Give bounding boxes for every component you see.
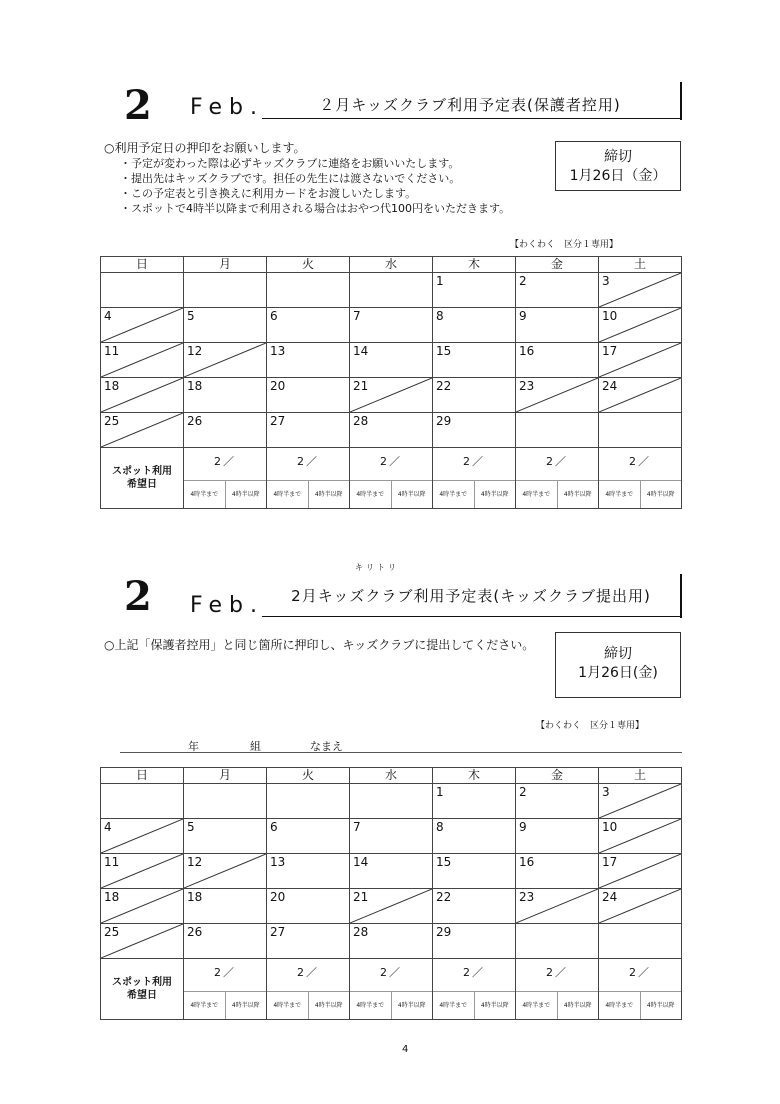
day-cell[interactable] [184, 819, 267, 854]
day-cell[interactable] [516, 784, 599, 819]
day-cell[interactable] [516, 308, 599, 343]
day-number: 17 [602, 344, 618, 358]
day-number: 23 [519, 890, 535, 904]
day-number: 6 [270, 309, 278, 323]
spot-date: 2／ [463, 966, 485, 979]
day-cell[interactable] [267, 819, 350, 854]
class-label: 組 [250, 740, 261, 753]
day-number: 11 [104, 344, 120, 358]
day-cell[interactable] [350, 889, 433, 924]
day-number: 14 [353, 855, 369, 869]
spot-date: 2／ [546, 966, 568, 979]
day-number: 5 [187, 309, 195, 323]
weekday-header: 月 [184, 768, 267, 784]
day-cell[interactable] [101, 378, 184, 413]
day-cell[interactable] [433, 854, 516, 889]
name-underline [120, 752, 682, 753]
spot-before[interactable]: 4時半まで [605, 1002, 634, 1009]
day-cell[interactable] [599, 273, 682, 308]
day-cell[interactable] [101, 819, 184, 854]
spot-after[interactable]: 4時半以降 [391, 992, 433, 1019]
spot-cell[interactable] [184, 448, 267, 509]
day-number: 1 [436, 785, 444, 799]
category-tag: 【わくわく 区分１専用】 [536, 721, 645, 731]
day-number: 28 [353, 414, 369, 428]
day-number: 27 [270, 925, 286, 939]
day-cell[interactable] [599, 854, 682, 889]
day-number: 8 [436, 820, 444, 834]
spot-before[interactable]: 4時半まで [356, 1002, 385, 1009]
instruction-item: ・この予定表と引き換えに利用カードをお渡しいたします。 [120, 187, 417, 200]
day-number: 25 [104, 925, 120, 939]
month-number: 2 [124, 82, 152, 129]
day-number: 17 [602, 855, 618, 869]
day-number: 26 [187, 925, 203, 939]
cut-line-label: キリトリ [355, 563, 399, 572]
title-bar [680, 574, 682, 618]
instructions [104, 638, 544, 653]
day-number: 18 [104, 890, 120, 904]
day-number: 20 [270, 890, 286, 904]
day-number: 12 [187, 855, 203, 869]
day-cell[interactable] [184, 889, 267, 924]
day-number: 10 [602, 309, 618, 323]
day-cell[interactable] [267, 854, 350, 889]
name-label: なまえ [310, 740, 343, 753]
day-number: 28 [353, 925, 369, 939]
spot-cell[interactable] [267, 448, 350, 509]
month-abbr: Feb. [190, 593, 264, 618]
spot-cell[interactable] [516, 448, 599, 509]
spot-date: 2／ [629, 966, 651, 979]
day-cell[interactable] [516, 378, 599, 413]
day-cell[interactable] [599, 819, 682, 854]
day-cell[interactable] [433, 343, 516, 378]
spot-before[interactable]: 4時半まで [439, 491, 468, 498]
slash-mark [101, 819, 183, 853]
instruction-main: ○上記「保護者控用」と同じ箇所に押印し、キッズクラブに提出してください。 [104, 638, 535, 652]
day-cell[interactable] [101, 273, 184, 308]
weekday-header: 水 [350, 768, 433, 784]
day-number: 23 [519, 379, 535, 393]
spot-after[interactable]: 4時半以降 [225, 481, 267, 508]
day-cell[interactable] [599, 889, 682, 924]
spot-cell[interactable] [433, 959, 516, 1020]
deadline-box [555, 632, 681, 698]
instruction-item: ・予定が変わった際は必ずキッズクラブに連絡をお願いいたします。 [120, 157, 460, 170]
day-number: 9 [519, 309, 527, 323]
title-underline [262, 616, 682, 617]
day-cell[interactable] [433, 784, 516, 819]
page-number: 4 [402, 1044, 409, 1055]
day-number: 21 [353, 379, 369, 393]
slash-mark [101, 308, 183, 342]
spot-after[interactable]: 4時半以降 [557, 481, 599, 508]
day-number: 14 [353, 344, 369, 358]
day-cell[interactable] [101, 413, 184, 448]
day-number: 20 [270, 379, 286, 393]
day-number: 24 [602, 890, 618, 904]
day-number: 4 [104, 820, 112, 834]
day-number: 21 [353, 890, 369, 904]
page-title: ２月キッズクラブ利用予定表(保護者控用) [319, 96, 621, 114]
spot-cell[interactable] [184, 959, 267, 1020]
spot-date: 2／ [629, 455, 651, 468]
weekday-header: 日 [101, 257, 184, 273]
spot-cell[interactable] [350, 959, 433, 1020]
spot-after[interactable]: 4時半以降 [391, 481, 433, 508]
day-cell[interactable] [433, 308, 516, 343]
day-number: 10 [602, 820, 618, 834]
deadline-label: 締切 [604, 646, 632, 662]
day-cell[interactable] [599, 413, 682, 448]
weekday-header: 土 [599, 768, 682, 784]
day-number: 22 [436, 379, 452, 393]
spot-before[interactable]: 4時半まで [522, 491, 551, 498]
day-cell[interactable] [433, 924, 516, 959]
name-fields[interactable] [120, 738, 682, 753]
day-cell[interactable] [433, 413, 516, 448]
spot-before[interactable]: 4時半まで [439, 1002, 468, 1009]
day-cell[interactable] [350, 924, 433, 959]
spot-date: 2／ [463, 455, 485, 468]
day-number: 27 [270, 414, 286, 428]
deadline-date: 1月26日(金) [578, 665, 658, 681]
day-cell[interactable] [516, 854, 599, 889]
year-label: 年 [188, 740, 199, 753]
day-number: 8 [436, 309, 444, 323]
day-cell[interactable] [516, 819, 599, 854]
day-number: 12 [187, 344, 203, 358]
weekday-header: 土 [599, 257, 682, 273]
weekday-header: 金 [516, 768, 599, 784]
day-cell[interactable] [433, 273, 516, 308]
day-cell[interactable] [433, 819, 516, 854]
spot-cell[interactable] [267, 959, 350, 1020]
day-cell[interactable] [516, 273, 599, 308]
day-number: 3 [602, 785, 610, 799]
day-cell[interactable] [267, 378, 350, 413]
spot-after[interactable]: 4時半以降 [640, 481, 682, 508]
day-cell[interactable] [599, 784, 682, 819]
day-number: 18 [104, 379, 120, 393]
day-number: 16 [519, 855, 535, 869]
instruction-item: ・提出先はキッズクラブです。担任の先生には渡さないでください。 [120, 172, 461, 185]
weekday-header: 木 [433, 768, 516, 784]
calendar-table [100, 256, 682, 509]
day-number: 18 [187, 890, 203, 904]
weekday-header: 日 [101, 768, 184, 784]
spot-before[interactable]: 4時半まで [273, 1002, 302, 1009]
deadline-box [555, 141, 681, 191]
day-cell[interactable] [101, 343, 184, 378]
day-number: 3 [602, 274, 610, 288]
day-cell[interactable] [184, 308, 267, 343]
day-number: 15 [436, 855, 452, 869]
day-number: 24 [602, 379, 618, 393]
day-number: 15 [436, 344, 452, 358]
spot-cell[interactable] [350, 448, 433, 509]
day-number: 29 [436, 414, 452, 428]
day-cell[interactable] [267, 273, 350, 308]
day-cell[interactable] [101, 308, 184, 343]
spot-before[interactable]: 4時半まで [605, 491, 634, 498]
category-tag: 【わくわく 区分１専用】 [510, 240, 619, 250]
day-number: 9 [519, 820, 527, 834]
slash-mark [599, 273, 681, 307]
day-cell[interactable] [267, 924, 350, 959]
spot-cell[interactable] [599, 959, 682, 1020]
spot-after[interactable]: 4時半以降 [474, 481, 516, 508]
day-cell[interactable] [101, 924, 184, 959]
weekday-header: 木 [433, 257, 516, 273]
day-number: 29 [436, 925, 452, 939]
spot-date: 2／ [214, 966, 236, 979]
day-cell[interactable] [101, 889, 184, 924]
day-cell[interactable] [516, 413, 599, 448]
day-cell[interactable] [184, 343, 267, 378]
instructions [104, 141, 544, 216]
spot-after[interactable]: 4時半以降 [557, 992, 599, 1019]
month-number: 2 [124, 573, 152, 620]
weekday-header: 月 [184, 257, 267, 273]
spot-after[interactable]: 4時半以降 [308, 992, 350, 1019]
day-cell[interactable] [184, 784, 267, 819]
spot-after[interactable]: 4時半以降 [225, 992, 267, 1019]
day-cell[interactable] [433, 889, 516, 924]
day-number: 22 [436, 890, 452, 904]
day-cell[interactable] [599, 924, 682, 959]
day-cell[interactable] [350, 854, 433, 889]
day-cell[interactable] [350, 343, 433, 378]
page-title: 2月キッズクラブ利用予定表(キッズクラブ提出用) [291, 587, 651, 605]
deadline-label: 締切 [604, 149, 632, 165]
calendar-table [100, 767, 682, 1020]
spot-date: 2／ [546, 455, 568, 468]
day-cell[interactable] [516, 924, 599, 959]
spot-before[interactable]: 4時半まで [190, 491, 219, 498]
day-cell[interactable] [184, 273, 267, 308]
day-cell[interactable] [599, 343, 682, 378]
day-number: 25 [104, 414, 120, 428]
spot-label: スポット利用 希望日 [101, 959, 184, 1020]
instruction-main: ○利用予定日の押印をお願いします。 [104, 141, 306, 155]
spot-cell[interactable] [599, 448, 682, 509]
day-cell[interactable] [599, 308, 682, 343]
day-cell[interactable] [267, 308, 350, 343]
spot-before[interactable]: 4時半まで [190, 1002, 219, 1009]
spot-before[interactable]: 4時半まで [273, 491, 302, 498]
deadline-date: 1月26日（金） [569, 168, 667, 184]
day-cell[interactable] [101, 854, 184, 889]
spot-date: 2／ [380, 455, 402, 468]
day-cell[interactable] [350, 273, 433, 308]
spot-date: 2／ [297, 966, 319, 979]
day-number: 26 [187, 414, 203, 428]
day-number: 5 [187, 820, 195, 834]
weekday-header: 火 [267, 768, 350, 784]
day-cell[interactable] [101, 784, 184, 819]
day-number: 6 [270, 820, 278, 834]
day-cell[interactable] [184, 854, 267, 889]
spot-date: 2／ [380, 966, 402, 979]
spot-date: 2／ [214, 455, 236, 468]
weekday-header: 火 [267, 257, 350, 273]
day-cell[interactable] [184, 378, 267, 413]
day-number: 2 [519, 785, 527, 799]
day-cell[interactable] [350, 819, 433, 854]
day-cell[interactable] [350, 308, 433, 343]
day-cell[interactable] [599, 378, 682, 413]
day-number: 16 [519, 344, 535, 358]
spot-after[interactable]: 4時半以降 [640, 992, 682, 1019]
day-cell[interactable] [184, 924, 267, 959]
day-cell[interactable] [350, 413, 433, 448]
instruction-item: ・スポットで4時半以降まで利用される場合はおやつ代100円をいただきます。 [120, 202, 511, 215]
day-cell[interactable] [184, 413, 267, 448]
day-number: 7 [353, 309, 361, 323]
slash-mark [599, 784, 681, 818]
day-number: 7 [353, 820, 361, 834]
spot-date: 2／ [297, 455, 319, 468]
title-underline [262, 118, 682, 119]
day-number: 4 [104, 309, 112, 323]
day-cell[interactable] [516, 889, 599, 924]
day-cell[interactable] [516, 343, 599, 378]
spot-before[interactable]: 4時半まで [522, 1002, 551, 1009]
day-cell[interactable] [433, 378, 516, 413]
day-number: 1 [436, 274, 444, 288]
spot-after[interactable]: 4時半以降 [474, 992, 516, 1019]
month-abbr: Feb. [190, 95, 264, 120]
day-number: 18 [187, 379, 203, 393]
day-number: 13 [270, 344, 286, 358]
day-cell[interactable] [267, 784, 350, 819]
day-cell[interactable] [267, 413, 350, 448]
day-number: 2 [519, 274, 527, 288]
spot-after[interactable]: 4時半以降 [308, 481, 350, 508]
day-cell[interactable] [267, 889, 350, 924]
day-cell[interactable] [350, 378, 433, 413]
day-number: 11 [104, 855, 120, 869]
weekday-header: 金 [516, 257, 599, 273]
title-bar [680, 82, 682, 120]
spot-label: スポット利用 希望日 [101, 448, 184, 509]
day-number: 13 [270, 855, 286, 869]
day-cell[interactable] [350, 784, 433, 819]
day-cell[interactable] [267, 343, 350, 378]
weekday-header: 水 [350, 257, 433, 273]
spot-cell[interactable] [516, 959, 599, 1020]
spot-cell[interactable] [433, 448, 516, 509]
spot-before[interactable]: 4時半まで [356, 491, 385, 498]
